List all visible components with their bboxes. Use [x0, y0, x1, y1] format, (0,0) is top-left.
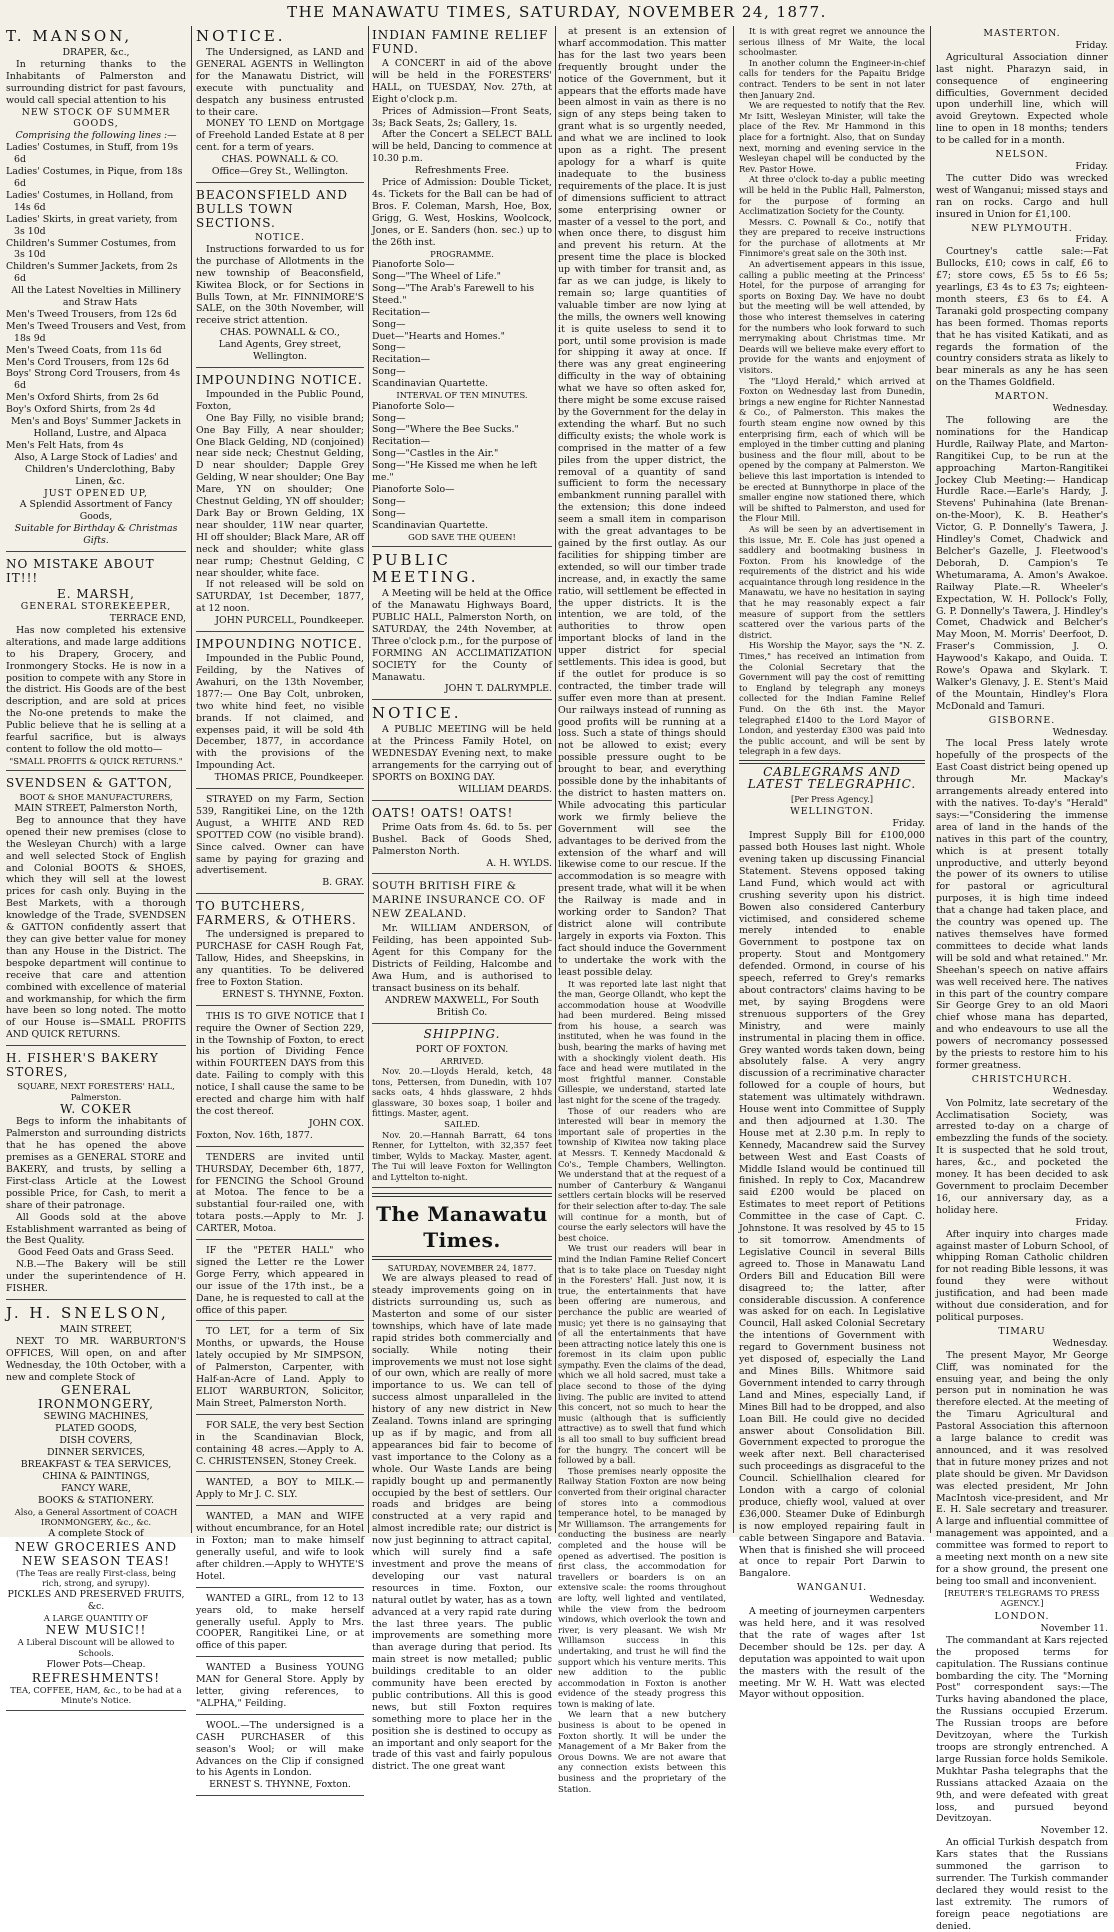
- marsh-advert: [6, 557, 186, 771]
- impounding-notice-foxton: [196, 373, 364, 632]
- news-paragraph: An advertisement appears in this issue, calling a public meeting at the Princess' Hotel, for the purpose of arranging for sports on Boxing Day. We have no doubt but the meeting will be well attended, by those who interest themselves in catering for the numbers who look forward to such merrymaking about Christmas time. Mr Deards will we believe make every effort to provide for the wants and enjoyment of visitors.: [739, 259, 925, 375]
- advert-text: Impounded in the Public Pound, Foxton,: [196, 388, 364, 412]
- advert-signature: JOHN PURCELL, Poundkeeper.: [215, 615, 364, 627]
- manson-item-list: [6, 142, 186, 487]
- advert-subheading: REFRESHMENTS!: [31, 1670, 161, 1685]
- list-item: BOOKS & STATIONERY.: [37, 1494, 154, 1506]
- programme-item: Song—"The Wheel of Life.": [372, 271, 501, 282]
- programme-item: Song—"Where the Bee Sucks.": [372, 424, 519, 436]
- advert-heading: J. H. SNELSON,: [6, 1303, 169, 1322]
- section-heading: SHIPPING.: [423, 1026, 501, 1041]
- news-paragraph: In another column the Engineer-in-chief calls for tenders for the Papaitu Bridge contract. Tenders to be sent in not later then January 2nd.: [739, 57, 925, 100]
- advert-text: WANTED, a MAN and WIFE without encumbrance, for an Hotel in Foxton; man to make himself generally useful, and wife to look after children.—Apply to WHYTE'S Hotel.: [196, 1511, 364, 1582]
- programme-item: Scandinavian Quartette.: [372, 519, 489, 531]
- dateline-day: Friday.: [1075, 39, 1108, 51]
- dateline-place: WELLINGTON.: [790, 806, 874, 818]
- advert-text: Has now completed his extensive alterations, and made large additions to his Drapery, Grocery, and Ironmongery Stocks. He is now in a position to compete with any Store in the district. His Goods are of the best description, and are sold at prices the No-one pretends to make the Public believe that he is selling at a fearful sacrifice, but is always content to follow the old motto—: [6, 624, 186, 755]
- telegram-text: Imprest Supply Bill for £100,000 passed both Houses last night. Whole evening taken up discussing Financial Statement. Stevens opposed taking Land Fund, which would act with crushing severity upon his district. Bowen also considered Canterbury victimised, and considered scheme merely intended to enable Government to postpone tax on property. Stout and Montgomery defended. Ormond, in course of his speech, referred to Grey's remarks about contractors' claims having to be met, by saying Brogdens were strenuous supporters of the Grey Ministry, and were mainly instrumental in placing them in office. Grey wanted words taken down, being absolutely false. A very angry discussion of a recriminative character followed for a couple of hours, but statement was ultimately withdrawn. House went into Committee of Supply and then adjourned at 1.30. The House met at 2.30 p.m. In reply to Kennedy, Macandrew said the Survey between West and East Coasts of Middle Island would be continued till finished. In reply to Cox, Macandrew said £200 would be placed on Estimates to meet report of Petitions Committee in the case of Capt. C. Johnstone. It was resolved by 45 to 15 to sit tomorrow. Amendments of Legislative Council in several Bills agreed to. Those in Manawatu Land Orders Bill and Education Bill were disagreed to; the latter, after considerable discussion. A conference was asked for on each. In Legislative Council, Hall asked Colonial Secretary the intentions of Government with regard to Government business not yet disposed of, especially the Land and Mines Bills. Whitmore said Government intended to carry through Land and Mines, especially Land, if Mines Bill had to be dropped, and also Loan Bill. He could give no decided answer about Consolidation Bill. Government expected to prorogue the week after next. Bell characterised such proceedings as disgraceful to the Council. Schiellhalion cleared for London with a cargo of colonial produce, chiefly wool, valued at over £36,000. Steamer Duke of Edinburgh is now employed repairing fault in cable between Singapore and Batavia. When that is finished she will proceed at once to repair Port Darwin to Bangalore.: [739, 830, 925, 1580]
- section-subheading: PORT OF FOXTON.: [415, 1043, 509, 1055]
- programme-item: Recitation—: [372, 436, 431, 448]
- advert-subheading: MAIN STREET,: [59, 1323, 133, 1335]
- advert-signature: ANDREW MAXWELL, For South British Co.: [385, 994, 539, 1018]
- dateline-day: Friday.: [1075, 234, 1108, 246]
- list-item: SEWING MACHINES,: [43, 1411, 149, 1423]
- advert-text: Impounded in the Public Pound, Feilding, by the Natives of Awahuri, on the 13th November, 1877:— One Bay Colt, unbroken, two white hind feet, no visible brands. If not claimed, and expenses paid, it will be sold 4th December, 1877, in accordance with the provisions of the Impounding Act.: [196, 653, 364, 772]
- programme-item: Pianoforte Solo—: [372, 400, 455, 412]
- snelson-advert: [6, 1305, 186, 1711]
- fisher-bakery-advert: [6, 1051, 186, 1300]
- telegram-text: Agricultural Association dinner last night. Pharazyn said, in consequence of engineering difficulties, Government decided upon underhill line, which will avoid Greytown. Expected whole line to open in 18 months; tenders to be called for in a month.: [936, 51, 1108, 147]
- advert-signature: ERNEST S. THYNNE, Foxton.: [222, 988, 364, 1000]
- editorial-text: at present is an extension of wharf accommodation. This matter has for the last two years been frequently brought under the notice of the Government, but it appears that the efforts made have been almost in vain as there is no sign of any steps being taken to grant what is so urgently needed, and what we are inclined to look upon as a right. The present apology for a wharf is quite inadequate to the business requirements of the place. It is just of dimensions sufficient to attract some enterprising owner or master of a vessel to the port, and when once there, to disgust him and prevent his return. At the present time the place is blocked up with timber for transit and, as far as we can judge, is likely to remain so; large quantities of valuable timber are now lying at the mills, the owners well knowing it is quite useless to send it to port, until some provision is made for shipping it away at once. If there was any great engineering difficulty in the way of obtaining what we have so often asked for, there might be some excuse raised by the Government for the delay in extending the wharf. But no such difficulty exists; the whole work is comprised in the matter of a few piles from the upper district, the removal of a quantity of sand sufficient to form the necessary embankment running parallel with the extension; this done indeed seem a small item in comparison with the great advantages to be gained by the first outlay. As our facilities for shipping timber are extended, so will our timber trade increase, and, in exactly the same ratio, will settlement be effected in the upper districts. It is the intention, we are told, of the authorities to throw open important blocks of land in the upper district for special settlements. This idea is good, but if the outlet for produce is so contracted, the timber trade will suffer even more than at present. Our railways instead of running as good profits will be running at a loss. Such a state of things should not be allowed to exist; every possible pressure ought to be brought to bear, and everything possible done by the inhabitants of the district to hasten matters on. While advocating this particular work we firmly believe the Government will see the advantages to be derived from the extension of the wharf and will likewise come to our rescue. If the accommodation is so meagre with present trade, what will it be when the Railway is made and in working order to Sandon? That district alone will contribute largely in exports via Foxton. This fact should induce the Government to undertake the work with the least possible delay.: [558, 26, 726, 978]
- dateline-place: TIMARU: [998, 1325, 1046, 1337]
- advert-text: A Splendid Assortment of Fancy Goods,: [19, 499, 173, 523]
- advert-text: WOOL.—The undersigned is a CASH PURCHASER of this season's Wool; or will make Advances on the Clip if consigned to his Agents in London.: [196, 1719, 364, 1779]
- list-item: Men's and Boys' Summer Jackets in Holland, Lustre, and Alpaca: [10, 416, 182, 439]
- advert-signature: CHAS. POWNALL & CO.: [221, 154, 339, 166]
- advert-text: Also, a General Assortment of COACH IRONMONGERY, &c., &c.: [14, 1506, 178, 1528]
- wanted-young-man-advert: [196, 1662, 364, 1715]
- manson-advert: [6, 28, 186, 552]
- list-item: Ladies' Costumes, in Holland, from 14s 6d: [6, 189, 174, 213]
- list-item: DISH COVERS,: [59, 1435, 133, 1447]
- column-rule: [368, 26, 369, 1533]
- double-rule: [739, 760, 925, 764]
- sports-notice-advert: [372, 705, 552, 800]
- shipping-section: [372, 1026, 552, 1188]
- list-item: Also, A Large Stock of Ladies' and Children's Underclothing, Baby Linen, &c.: [14, 451, 178, 487]
- strayed-advert: [196, 794, 364, 894]
- programme-item: Song—: [372, 412, 406, 424]
- fence-notice: [196, 1011, 364, 1147]
- advert-heading: T. MANSON,: [6, 27, 133, 45]
- advert-text: WANTED a Business YOUNG MAN for General Store. Apply by letter, giving references, to "ALPHA," Feilding.: [196, 1662, 364, 1709]
- advert-name: E. MARSH,: [57, 587, 135, 602]
- news-paragraph: It was reported late last night that the man, George Ollandt, who kept the accommodation house at Woodville had been murdered. Being missed from his house, a search was instituted, when he was found in the bush, bearing the marks of having met with a shockingly violent death. His face and head were mutilated in the most frightful manner. Constable Gillespie, we understand, started late last night for the scene of the tragedy.: [558, 978, 726, 1106]
- advert-heading: IMPOUNDING NOTICE.: [196, 372, 363, 387]
- newspaper-title: The Manawatu Times.: [376, 1201, 548, 1252]
- advert-subheading: JUST OPENED UP,: [44, 487, 148, 499]
- advert-text: A PUBLIC MEETING will be held at the Princess Family Hotel, on WEDNESDAY Evening next, to make arrangements for the carrying out of SPORTS on BOXING DAY.: [372, 724, 552, 783]
- section-subheading: [REUTER'S TELEGRAMS TO PRESS AGENCY.]: [944, 1587, 1100, 1609]
- list-item: FANCY WARE,: [61, 1482, 131, 1494]
- advert-text: Prices of Admission—Front Seats, 3s; Back Seats, 2s; Gallery, 1s.: [372, 105, 552, 129]
- list-item: Men's Tweed Trousers, from 12s 6d: [6, 308, 177, 320]
- dateline-place: NEW PLYMOUTH.: [971, 222, 1073, 234]
- dateline-day: Friday.: [892, 818, 925, 830]
- advert-heading: PUBLIC MEETING.: [372, 551, 479, 587]
- list-item: Men's Cord Trousers, from 12s 6d: [6, 356, 170, 368]
- dateline-place: NELSON.: [995, 149, 1049, 161]
- advert-subheading: NEW GROCERIES AND: [14, 1539, 178, 1554]
- list-item: BREAKFAST & TEA SERVICES,: [20, 1459, 172, 1471]
- advert-text: WANTED a GIRL, from 12 to 13 years old, to make herself generally useful. Apply to Mrs. COOPER, Rangitikei Line, or at office of this paper.: [196, 1592, 364, 1652]
- advert-text: A Meeting will be held at the Office of the Manawatu Highways Board, PUBLIC HALL, Palmerston North, on SATURDAY, the 24th November, at Three o'clock p.m., for the purpose of FORMING AN ACCLIMATIZATION SOCIETY for the County of Manawatu.: [372, 588, 552, 683]
- advert-text: Refreshments Free.: [414, 165, 510, 177]
- column-1: [6, 26, 186, 1706]
- beaconsfield-advert: [196, 188, 364, 368]
- programme-item: Recitation—: [372, 354, 431, 366]
- advert-signature: B. GRAY.: [322, 877, 364, 889]
- telegram-text: An official Turkish despatch from Kars states that the Russians summoned the garrison to surrender. The Turkish commander declared they would resist to the last extremity. The rumors of foreign peace negotiations are denied.: [936, 1837, 1108, 1932]
- programme-item: Pianoforte Solo—: [372, 484, 455, 495]
- advert-text: If not released will be sold on SATURDAY, 1st December, 1877, at 12 noon.: [196, 579, 364, 615]
- shipping-text: Nov. 20.—Lloyds Herald, ketch, 48 tons, Pettersen, from Dunedin, with 107 sacks oats, 4 hhds glassware, 2 hhds glassware, 30 boxes soap, 1 boiler and fittings. Master, agent.: [372, 1066, 552, 1119]
- double-rule: [372, 1256, 552, 1260]
- notice-land-agents: [196, 28, 364, 183]
- advert-signature: JOHN T. DALRYMPLE.: [444, 683, 552, 695]
- list-item: All the Latest Novelties in Millinery and Straw Hats: [11, 285, 181, 309]
- to-let-advert: [196, 1326, 364, 1414]
- advert-signature: ERNEST S. THYNNE, Foxton.: [209, 1779, 351, 1791]
- advert-subheading: NOTICE.: [255, 231, 305, 243]
- shipping-label: SAILED.: [444, 1119, 480, 1130]
- advert-heading: OATS! OATS! OATS!: [372, 805, 514, 820]
- advert-text: N.B.—The Bakery will be still under the superintendence of H. FISHER.: [6, 1259, 186, 1295]
- list-item: Children's Summer Costumes, from 3s 10d: [6, 237, 177, 261]
- advert-text: Instructions forwarded to us for the purchase of Allotments in the new township of Beaconsfield, Kiwitea Block, or for Sections in Bulls Town, at Mr. FINNIMORE'S SALE, on the 30th November, will receive strict attention.: [196, 243, 364, 327]
- advert-address: TERRACE END,: [109, 612, 186, 624]
- advert-text: A LARGE QUANTITY OF: [43, 1612, 149, 1623]
- programme-item: Duet—"Hearts and Homes.": [372, 330, 505, 342]
- wool-advert: [196, 1720, 364, 1796]
- list-item: Ladies' Costumes, in Pique, from 18s 6d: [6, 166, 183, 189]
- advert-subheading: DRAPER, &c.,: [62, 47, 130, 58]
- advert-text: A Liberal Discount will be allowed to Schools.: [17, 1637, 175, 1658]
- advert-subheading: GENERAL STOREKEEPER,: [20, 601, 172, 613]
- advert-subheading: NEW SEASON TEAS!: [22, 1553, 170, 1568]
- list-item: Men's Tweed Coats, from 11s 6d: [6, 344, 162, 356]
- peter-hall-advert: [196, 1245, 364, 1321]
- advert-text: In returning thanks to the Inhabitants of Palmerston and surrounding district for past favours, would call special attention to his: [6, 58, 186, 106]
- advert-address: Office—Grey St., Wellington.: [211, 166, 349, 178]
- insurance-advert: [372, 879, 552, 1023]
- dateline-day: November 11.: [1040, 1622, 1108, 1634]
- column-rule: [555, 26, 556, 1533]
- tenders-advert: [196, 1152, 364, 1240]
- public-meeting-advert: [372, 552, 552, 700]
- list-item: Boy's Oxford Shirts, from 2s 4d: [6, 404, 156, 416]
- dateline-place: GISBORNE.: [988, 714, 1056, 726]
- for-sale-advert: [196, 1420, 364, 1473]
- dateline-place: WANGANUI.: [796, 1582, 868, 1594]
- advert-text: Good Feed Oats and Grass Seed.: [18, 1247, 174, 1259]
- advert-text: MONEY TO LEND on Mortgage of Freehold Landed Estate at 8 per cent. for a term of years.: [196, 118, 364, 154]
- telegram-text: The following are the nominations for the Handicap Hurdle, Railway Plate, and Marton-Rangitikei Cup, to be run at the approaching Marton-Rangitikei Jockey Club Meeting:— Handicap Hurdle Race.—Earle's Hardy, J. Stevens' Puhinahina (late Brenan-on-the-Moor), K. B. Heather's Victor, G. P. Donnelly's Tawera, J. Hindley's Comet, Chadwick and Belcher's Gazelle, J. Fleetwood's Deborah, D. Campion's Te Whetumarama, A. Amon's Awakoe. Railway Plate.—R. Wheeler's Expectation, W. H. Pollock's Folly, G. P. Donnelly's Tawera, J. Hindley's Comet, Chadwick and Belcher's May Moon, M. Morris' Deerfoot, D. Fraser's Commission, J. O. Haywood's Kakapo, and Ouida. T. Rowe's Opawa and Skylark. T. Walker's Glenavy, J. E. Stent's Maid of the Mountain, Hindley's Flora McDonald and Tamuri.: [936, 415, 1108, 712]
- section-heading: CABLEGRAMS AND LATEST TELEGRAPHIC.: [747, 764, 917, 791]
- dateline-place: MARTON.: [994, 391, 1050, 403]
- telegram-text: Von Polmitz, late secretary of the Acclimatisation Society, was arrested to-day on a charge of embezzling the funds of the society. It is suspected that he sold trout, hares, &c., and pocketed the money. It has been decided to ask Government to proclaim December 16, our anniversary day, as a holiday here.: [936, 1097, 1108, 1216]
- local-news: [558, 979, 726, 1799]
- list-item: Men's Oxford Shirts, from 2s 6d: [6, 392, 159, 404]
- telegram-text: Courtney's cattle sale:—Fat Bullocks, £10; cows in calf, £6 to £7; store cows, £5 5s to £6 5s; yearlings, £3 4s to £3 7s; eighteen-month steers, £3 6s to £4. A Taranaki gold prospecting company has been formed. Thomas reports that he has visited Katikati, and as regards the formation of the country considers strata as likely to bear minerals as any he has seen on the Thames Goldfield.: [936, 246, 1108, 389]
- advert-text: TENDERS are invited until THURSDAY, December 6th, 1877, for FENCING the School Ground at Motoa. The fence to be a substantial four-railed one, with totara posts.—Apply to Mr. J. CARTER, Motoa.: [196, 1151, 364, 1235]
- advert-text: FOR SALE, the very best Section in the Scandinavian Block, containing 48 acres.—Apply to A. C. CHRISTENSEN, Stoney Creek.: [196, 1419, 364, 1467]
- advert-text: The undersigned is prepared to PURCHASE for CASH Rough Fat, Tallow, Hides, and Sheepskins, in any quantities. To be delivered free to Foxton Station.: [196, 929, 364, 988]
- advert-subheading: NEW MUSIC!!: [45, 1623, 147, 1638]
- editorial-text: We are always pleased to read of steady improvements going on in districts surrounding us, such as Masterton and some of our sister townships, which have of late made rapid strides both commercially and socially. While noting their improvements we must not lose sight of our own, which are really of more importance to us. We can tell of success almost unparalleled in the history of any new district in New Zealand. Towns inland are springing up as if by magic, and from all appearances bid fair to become of vast importance to the Colony as a whole. Our Waste Lands are being rapidly bought up and permanently occupied by the best of settlers. Our roads and bridges are being constructed at a very rapid and almost incredible rate; our district is now just beginning to attract capital, which will surely find a safe investment and prove the means of developing our vast natural resources in time. Foxton, our natural outlet by water, has as a town advanced at a very rapid rate during the last three years. The public improvements are something more than average during that period. Its main street is now metalled; public buildings creditable to an older community have been erected by public contributions. All this is good news, but still Foxton requires something more to place her in the position she is destined to occupy as an important and only seaport for the trade of this vast and fairly populous district. The one great want: [372, 1273, 552, 1773]
- news-paragraph: Messrs. C. Pownall & Co., notify that they are prepared to receive instructions for the purchase of allotments at Mr Finnimore's great sale on the 30th inst.: [739, 216, 925, 259]
- advert-text: A complete Stock of: [48, 1527, 144, 1539]
- dateline-day: Wednesday.: [869, 1594, 925, 1606]
- advert-text: IF the "PETER HALL" who signed the Letter re the Lower Gorge Ferry, which appeared in our issue of the 17th inst., be a Dane, he is requested to call at the office of this paper.: [196, 1245, 364, 1316]
- advert-text: Flower Pots—Cheap.: [46, 1658, 146, 1670]
- programme-item: Song—"The Arab's Farewell to his Steed.": [372, 282, 535, 306]
- advert-text: Prime Oats from 4s. 6d. to 5s. per Bushel. Back of Goods Shed, Palmerston North.: [372, 821, 552, 857]
- advert-date: Foxton, Nov. 16th, 1877.: [196, 1129, 313, 1141]
- programme-item: Song—: [372, 507, 406, 519]
- column-4: [558, 26, 726, 1794]
- svendsen-gatton-advert: [6, 776, 186, 1046]
- advert-motto: "SMALL PROFITS & QUICK RETURNS.": [9, 755, 183, 766]
- list-item: Men's Felt Hats, from 4s: [6, 439, 124, 451]
- news-paragraph: His Worship the Mayor, says the "N. Z. Times," has received an intimation from the Colonial Secretary that the Government will pay the cost of remitting to England by telegraph any moneys collected for the Indian Famine Relief Fund. On the 6th inst. the Mayor telegraphed £1400 to the Lord Mayor of London, and yesterday £300 was paid into the public account, and will be sent by telegraph in a few days.: [739, 640, 925, 757]
- column-rule: [191, 26, 192, 1533]
- advert-text: Suitable for Birthday & Christmas Gifts.: [14, 523, 178, 547]
- advert-name: W. COKER: [60, 1102, 132, 1117]
- news-paragraph: We learn that a new butchery business is about to be opened in Foxton shortly. It will be under the Management of a Mr Baker from the Orous Downs. We are not aware that any connection exists between this business and the proprietary of the Station.: [558, 1709, 726, 1794]
- programme-item: Song—: [372, 495, 406, 507]
- list-item: Men's Tweed Trousers and Vest, from 18s 9d: [6, 320, 186, 344]
- advert-text: TO LET, for a term of Six Months, or upwards, the House lately occupied by Mr SIMPSON, of Palmerston, Carpenter, with Half-an-Acre of Land. Apply to ELIOT WARBURTON, Solicitor, Main Street, Palmerston North.: [196, 1326, 364, 1409]
- advert-subheading: NEW STOCK OF SUMMER GOODS,: [21, 106, 171, 130]
- column-rule: [733, 26, 734, 1533]
- list-item: IRONMONGERY,: [38, 1397, 154, 1412]
- column-rule: [930, 26, 931, 1533]
- list-item: Boys' Strong Cord Trousers, from 4s 6d: [6, 368, 181, 392]
- wanted-man-wife-advert: [196, 1511, 364, 1587]
- advert-text: Mr. WILLIAM ANDERSON, of Feilding, has been appointed Sub-Agent for this Company for the Districts of Feilding, Halcombe and Awa Hum, and is authorised to transact business on its behalf.: [372, 923, 552, 994]
- advert-heading: NO MISTAKE ABOUT IT!!!: [6, 557, 155, 586]
- advert-text: After the Concert a SELECT BALL will be held, Dancing to commence at 10.30 p.m.: [372, 129, 552, 165]
- advert-text: PICKLES AND PRESERVED FRUITS, &c.: [7, 1589, 185, 1612]
- dateline-day: Wednesday.: [1052, 403, 1108, 415]
- news-paragraph: The "Lloyd Herald," which arrived at Foxton on Wednesday last from Dunedin, brings a new engine for Richter Nannestad & Co., of Palmerston. This makes the fourth steam engine now owned by this enterprising firm, each of which will be employed in the timber cutting and planing business and the flour mill, about to be opened by the company at Palmerston. We believe this last importation is intended to be erected at Bunnythorpe in place of the smaller engine now stationed there, which will be shifted to Palmerston, and used for the Flour Mill.: [739, 375, 925, 524]
- advert-heading: NOTICE.: [196, 27, 286, 45]
- telegram-text: The commandant at Kars rejected the proposed terms for capitulation. The Russians continue bombarding the city. The "Morning Post" correspondent says:—The Turks having abandoned the place, the Russians occupied Erzerum. The Russian troops are before Devitzoyan, where the Turkish troops are strongly entrenched. A large Russian force holds Semikole. Mukhtar Pasha telegraphs that the Russians attacked Azaaia on the 9th, and were defeated with great loss, and pursued beyond Devitzoyan.: [936, 1634, 1108, 1825]
- news-paragraph: It is with great regret we announce the serious illness of Mr Waite, the local schoolmaster.: [739, 26, 925, 58]
- programme-item: Song—: [372, 342, 406, 354]
- dateline-day: Wednesday.: [1052, 1085, 1108, 1097]
- programme-item: Scandinavian Quartette.: [372, 378, 489, 390]
- advert-text: (The Teas are really First-class, being rich, strong, and syrupy).: [15, 1567, 177, 1589]
- advert-address: MAIN STREET, Palmerston North,: [14, 803, 178, 815]
- advert-signature: A. H. WYLDS.: [486, 857, 552, 869]
- dateline-place: MASTERTON.: [983, 28, 1061, 39]
- advert-text: All Goods sold at the above Establishment warranted as being of the Best Quality.: [6, 1211, 186, 1247]
- list-item: CHINA & PAINTINGS,: [42, 1471, 150, 1482]
- programme-item: Song—"Castles in the Air.": [372, 448, 499, 460]
- programme-item: Pianoforte Solo—: [372, 259, 455, 271]
- column-3: [372, 26, 552, 1773]
- news-paragraph: Those premises nearly opposite the Railway Station Foxton are now being converted from their original character of stores into a commodious temperance hotel, to be managed by Mr Williamson. The arrangements for conducting the business are nearly completed and the house will be opened as advertised. The position is first class, the accommodation for travellers or boarders is on an extensive scale: the rooms throughout are lofty, well lighted and ventilated, while the view from the bedroom windows, which overlook the town and river, is very pleasant. We wish Mr Williamson success in this undertaking, and trust he will find the support which his venture merits. This new addition to the public accommodation in Foxton is another evidence of the steady progress this town is making of late.: [558, 1465, 726, 1709]
- advert-text: NEXT TO MR. WARBURTON'S OFFICES, Will open, on and after Wednesday, the 10th October, with a new and complete Stock of: [6, 1335, 186, 1383]
- advert-text: TEA, COFFEE, HAM, &c., to be had at a Minute's Notice.: [10, 1684, 182, 1706]
- advert-text: Comprising the following lines :—: [15, 130, 177, 142]
- double-rule: [372, 1193, 552, 1197]
- news-paragraph: We are requested to notify that the Rev. Mr Isitt, Wesleyan Minister, will take the place of the Rev. Mr Hammond in this place for a fortnight. Also, that on Sunday next, morning and evening service in the Wesleyan chapel will be conducted by the Rev. Pastor Howe.: [739, 100, 925, 174]
- advert-text: One Bay Filly, no visible brand; One Bay Filly, A near shoulder; One Black Gelding, ND (conjoined) near side neck; Chestnut Gelding, D near shoulder; Dapple Grey Gelding, W near shoulder; One Bay Mare, YN on shoulder; One Chestnut Gelding, YN off shoulder; Dark Bay or Brown Gelding, 1X near shoulder, 11W near quarter, HI off shoulder; Black Mare, AR off neck and shoulder; white glass near rump; Chestnut Gelding, C near shoulder, white face.: [196, 412, 365, 579]
- telegram-text: The local Press lately wrote hopefully of the prospects of the East Coast district being opened up through Mr. Mackay's arrangements already entered into with the natives. To-day's "Herald" says:—"Considering the immense area of land in the hands of the natives in this part of the country, which is at present totally unproductive, and utterly beyond the power of its owners to utilise for pastoral or agricultural purposes, it is high time indeed that a change had taken place, and the country was opened up. The natives themselves have formed committees to decide what lands will be sold and what retained." Mr. Sheehan's speech on native affairs was well received here. The natives in this part of the country compare Sir George Grey to an old Maori chief whose mana has departed, and who endeavours to use all the powers of necromancy possessed by the priests to restore him to his former greatness.: [936, 738, 1108, 1071]
- advert-text: STRAYED on my Farm, Section 539, Rangitikei Line, on the 12th August, a WHITE AND RED SPOTTED COW (no visible brand). Since calved. Owner can have same by paying for grazing and advertisement.: [196, 794, 364, 877]
- news-paragraph: At three o'clock to-day a public meeting will be held in the Public Hall, Palmerston, for the purpose of forming an Acclimatization Society for the County.: [739, 174, 925, 217]
- advert-text: The Undersigned, as LAND and GENERAL AGENTS in Wellington for the Manawatu District, will execute with punctuality and despatch any business entrusted to their care.: [196, 47, 364, 118]
- dateline-day: November 12.: [1040, 1825, 1108, 1837]
- shipping-label: ARRIVED.: [440, 1055, 484, 1066]
- advert-text: A CONCERT in aid of the above will be held in the FORESTERS' HALL, on TUESDAY, Nov. 27th, at Eight o'clock p.m.: [372, 58, 552, 105]
- dateline-place: LONDON.: [994, 1611, 1050, 1622]
- dateline-day: Friday.: [1075, 160, 1108, 172]
- advert-heading: BEACONSFIELD AND BULLS TOWN SECTIONS.: [196, 187, 349, 230]
- list-item: GENERAL: [60, 1383, 132, 1398]
- advert-address: Land Agents, Grey street, Wellington.: [218, 339, 342, 363]
- column-5: [739, 26, 925, 1701]
- dateline-day: Wednesday.: [1052, 1337, 1108, 1349]
- wanted-boy-advert: [196, 1477, 364, 1506]
- impounding-notice-feilding: [196, 637, 364, 789]
- section-subheading: [Per Press Agency.]: [791, 793, 873, 804]
- list-item: Ladies' Skirts, in great variety, from 3s 10d: [6, 213, 178, 237]
- telegram-text: The present Mayor, Mr George Cliff, was nominated for the ensuing year, and being the only person put in nomination he was therefore elected. At the meeting of the Timaru Agricultural and Pastoral Association this afternoon a large balance to credit was announced, and it was resolved that in future money prizes and not plate should be given. Mr Davidson was elected president, Mr John MacIntosh vice-president, and Mr E. H. Sale secretary and treasurer. A large and influential committee of management was appointed, and a committee was formed to report to a meeting next month on a new site for a show ground, the present one being too small and inconvenient.: [936, 1349, 1108, 1587]
- telegram-text: A meeting of journeymen carpenters was held here, and it was resolved that the rate of wages after 1st December should be 12s. per day. A deputation was appointed to wait upon the masters with the result of the meeting. Mr W. H. Watt was elected Mayor without opposition.: [739, 1606, 925, 1701]
- advert-subheading: BOOT & SHOE MANUFACTURERS,: [19, 792, 173, 803]
- advert-text: WANTED, a BOY to MILK.— Apply to Mr J. C. SLY.: [196, 1477, 364, 1501]
- advert-heading: INDIAN FAMINE RELIEF FUND.: [372, 28, 549, 56]
- telegram-text: After inquiry into charges made against master of Loburn School, of whipping Roman Catholic children for not reading Bible lessons, it was found they were without justification, and had been made without due consideration, and for political purposes.: [936, 1228, 1108, 1323]
- advert-heading: NOTICE.: [372, 704, 462, 723]
- list-item: PLATED GOODS,: [55, 1423, 137, 1435]
- shipping-text: Nov. 20.—Hannah Barratt, 64 tons Renner, for Lyttelton, with 32,357 feet timber, Wylds to Mackay. Master, agent. The Tui will leave Foxton for Wellington and Lyttelton to-night.: [372, 1129, 552, 1183]
- dateline-day: Wednesday.: [1052, 726, 1108, 738]
- advert-heading: TO BUTCHERS, FARMERS, & OTHERS.: [196, 899, 357, 928]
- programme-item: Song—: [372, 366, 406, 378]
- programme-interval: INTERVAL OF TEN MINUTES.: [396, 390, 528, 401]
- advert-signature: JOHN COX.: [308, 1117, 364, 1129]
- news-paragraph: Those of our readers who are interested will bear in memory the important sale of properties in the township of Kiwitea now taking place at Messrs. T. Kennedy Macdonald & Co's., Temple Chambers, Wellington. We understand that at the request of a number of Canterbury & Wanganui settlers certain blocks will be reserved for their selection after to-day. The sale will continue for a month, but of course the early selectors will have the best choice.: [558, 1105, 726, 1243]
- advert-heading: SOUTH BRITISH FIRE & MARINE INSURANCE CO. OF NEW ZEALAND.: [372, 880, 546, 921]
- column-6: [936, 26, 1108, 1932]
- advert-heading: H. FISHER'S BAKERY STORES,: [6, 1051, 159, 1080]
- famine-concert-advert: [372, 28, 552, 547]
- advert-heading: SVENDSEN & GATTON,: [6, 776, 173, 791]
- list-item: Children's Summer Jackets, from 2s 6d: [6, 261, 178, 285]
- news-paragraph: As will be seen by an advertisement in this issue, Mr. E. Cole has just opened a saddlery and bootmaking business in Foxton. From his knowledge of the requirements of the district and his wide acquaintance through long residence in the Manawatu, we have no hesitation in saying that he may reasonably expect a fair measure of support from the settlers scattered over the various parts of the district.: [739, 523, 925, 640]
- dateline-day: Friday.: [1075, 1216, 1108, 1228]
- news-paragraph: We trust our readers will bear in mind the Indian Famine Relief Concert that is to take place on Tuesday night in the Foresters' Hall. Just now, it is true, the entertainments that have been offering are numerous, and perchance the public are wearied of music; yet there is no gainsaying that of all the entertainments that have been attracting notice lately this one is foremost in its claim upon public sympathy. Even the claims of the dead, which we all hold sacred, must take a place second to those of the dying living. The public are invited to attend this concert, not so much to hear the music (although that is sufficiently attractive) as to swell that fund which is all too small to buy sufficient bread for the hungry. The concert will be followed by a ball.: [558, 1243, 726, 1466]
- advert-signature: THOMAS PRICE, Poundkeeper.: [214, 772, 364, 784]
- list-item: DINNER SERVICES,: [46, 1447, 146, 1459]
- programme-heading: PROGRAMME.: [430, 248, 494, 259]
- programme-end: GOD SAVE THE QUEEN!: [408, 531, 516, 542]
- programme-item: Recitation—: [372, 306, 431, 318]
- butchers-advert: [196, 899, 364, 1005]
- programme-item: Song—: [372, 318, 406, 330]
- oats-advert: [372, 806, 552, 875]
- wanted-girl-advert: [196, 1593, 364, 1658]
- advert-subheading: SQUARE, NEXT FORESTERS' HALL, Palmerston.: [17, 1081, 175, 1102]
- advert-text: Price of Admission: Double Ticket, 4s. Tickets for the Ball can be had of Bros. F. Coleman, Marsh, Hoe, Box, Grigg, G. West, Hoskins, Woolcock, Jones, or E. Sanders (hon. sec.) up to the 26th inst.: [372, 177, 552, 248]
- masthead: THE MANAWATU TIMES, SATURDAY, NOVEMBER 24, 1877.: [287, 3, 827, 21]
- column-2: [196, 26, 365, 1791]
- advert-signature: WILLIAM DEARDS.: [458, 783, 552, 795]
- list-item: Ladies' Costumes, in Stuff, from 19s 6d: [6, 142, 179, 166]
- dateline-place: CHRISTCHURCH.: [971, 1073, 1073, 1085]
- programme-item: Song—"He Kissed me when he left me.": [372, 460, 538, 484]
- advert-text: THIS IS TO GIVE NOTICE that I require the Owner of Section 229, in the Township of Foxton, to erect his portion of Dividing Fence within FOURTEEN DAYS from this date. Failing to comply with this notice, I shall cause the same to be erected and charge him with half the cost thereof.: [196, 1010, 364, 1117]
- telegram-text: The cutter Dido was wrecked west of Wanganui; missed stays and ran on rocks. Cargo and hull insured in Union for £1,100.: [936, 172, 1108, 220]
- advert-text: Beg to announce that they have opened their new premises (close to the Wesleyan Church) with a large and well selected Stock of English and Colonial BOOTS & SHOES, which they will sell at the lowest prices for cash only. Buying in the Best Markets, with a thorough knowledge of the Trade, SVENDSEN & GATTON confidently assert that they can give better value for money than any House in the District. The bespoke department will continue to receive that care and attention combined with excellence of material and workmanship, for which the firm have been so long noted. The motto of our House is—SMALL PROFITS AND QUICK RETURNS.: [6, 814, 186, 1041]
- advert-text: Begs to inform the inhabitants of Palmerston and surrounding districts that he has opened the above premises as a GENERAL STORE and BAKERY, and trusts, by selling a First-class Article at the Lowest possible Price, for Cash, to merit a share of their patronage.: [6, 1116, 186, 1211]
- advert-signature: CHAS. POWNALL & CO.,: [220, 327, 340, 339]
- newspaper-date: SATURDAY, NOVEMBER 24, 1877.: [387, 1262, 537, 1273]
- advert-heading: IMPOUNDING NOTICE.: [196, 637, 363, 652]
